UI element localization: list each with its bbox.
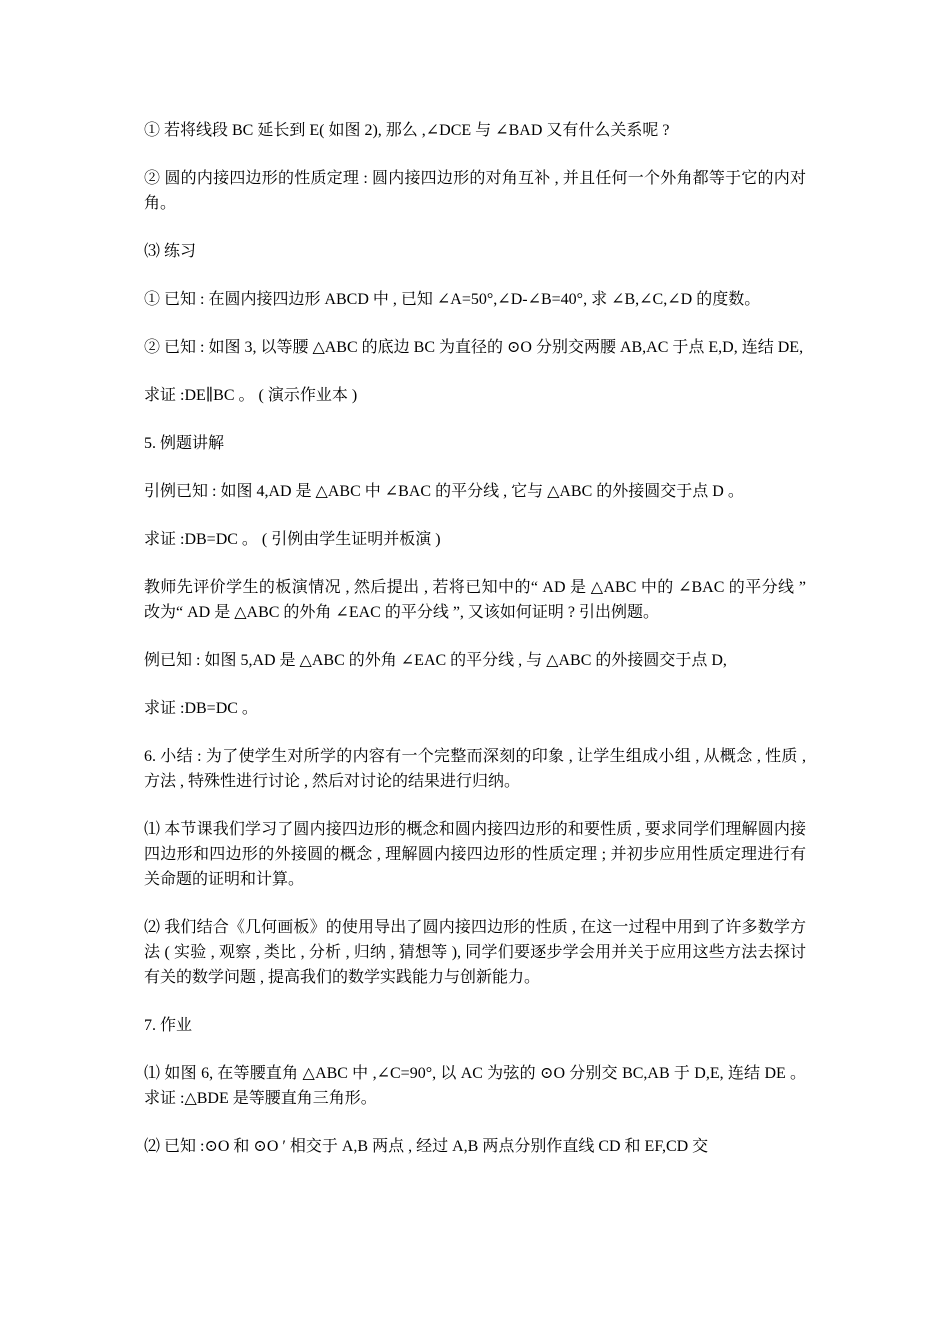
paragraph-15: ⑵ 我们结合《几何画板》的使用导出了圆内接四边形的性质 , 在这一过程中用到了许多数学方法 ( 实验 , 观察 , 类比 , 分析 , 归纳 , 猜想等 ), 同学们要逐步学会用并关于应用这些方法去探讨有关的数学问题 , 提高我们的数学实践能力与创新能力。 bbox=[144, 919, 806, 986]
paragraph-10: 教师先评价学生的板演情况 , 然后提出 , 若将已知中的“ AD 是 △ABC 中的 ∠BAC 的平分线 ” 改为“ AD 是 △ABC 的外角 ∠EAC 的平分线 ”, 又该如何证明 ? 引出例题。 bbox=[144, 579, 806, 621]
paragraph-7: 5. 例题讲解 bbox=[144, 435, 225, 452]
document-page bbox=[144, 118, 806, 1159]
paragraph-12: 求证 :DB=DC 。 bbox=[144, 700, 258, 717]
paragraph-3: ⑶ 练习 bbox=[144, 243, 197, 260]
paragraph-18: ⑵ 已知 :⊙O 和 ⊙O ′ 相交于 A,B 两点 , 经过 A,B 两点分别作直线 CD 和 EF,CD 交 bbox=[144, 1138, 709, 1155]
paragraph-6: 求证 :DE∥BC 。 ( 演示作业本 ) bbox=[144, 387, 358, 404]
paragraph-16: 7. 作业 bbox=[144, 1017, 193, 1034]
paragraph-5: ② 已知 : 如图 3, 以等腰 △ABC 的底边 BC 为直径的 ⊙O 分别交两腰 AB,AC 于点 E,D, 连结 DE, bbox=[144, 339, 804, 356]
paragraph-13: 6. 小结 : 为了使学生对所学的内容有一个完整而深刻的印象 , 让学生组成小组 , 从概念 , 性质 , 方法 , 特殊性进行讨论 , 然后对讨论的结果进行归纳。 bbox=[144, 748, 806, 790]
paragraph-11: 例已知 : 如图 5,AD 是 △ABC 的外角 ∠EAC 的平分线 , 与 △ABC 的外接圆交于点 D, bbox=[144, 652, 727, 669]
paragraph-1: ① 若将线段 BC 延长到 E( 如图 2), 那么 ,∠DCE 与 ∠BAD 又有什么关系呢 ? bbox=[144, 122, 670, 139]
paragraph-2: ② 圆的内接四边形的性质定理 : 圆内接四边形的对角互补 , 并且任何一个外角都等于它的内对角。 bbox=[144, 170, 806, 212]
paragraph-9: 求证 :DB=DC 。 ( 引例由学生证明并板演 ) bbox=[144, 531, 441, 548]
paragraph-14: ⑴ 本节课我们学习了圆内接四边形的概念和圆内接四边形的和要性质 , 要求同学们理解圆内接四边形和四边形的外接圆的概念 , 理解圆内接四边形的性质定理 ; 并初步应用性质定理进行有关命题的证明和计算。 bbox=[144, 821, 806, 888]
paragraph-8: 引例已知 : 如图 4,AD 是 △ABC 中 ∠BAC 的平分线 , 它与 △ABC 的外接圆交于点 D 。 bbox=[144, 483, 744, 500]
paragraph-4: ① 已知 : 在圆内接四边形 ABCD 中 , 已知 ∠A=50°,∠D-∠B=40°, 求 ∠B,∠C,∠D 的度数。 bbox=[144, 291, 761, 308]
paragraph-17: ⑴ 如图 6, 在等腰直角 △ABC 中 ,∠C=90°, 以 AC 为弦的 ⊙O 分别交 BC,AB 于 D,E, 连结 DE 。求证 :△BDE 是等腰直角三角形。 bbox=[144, 1065, 806, 1107]
